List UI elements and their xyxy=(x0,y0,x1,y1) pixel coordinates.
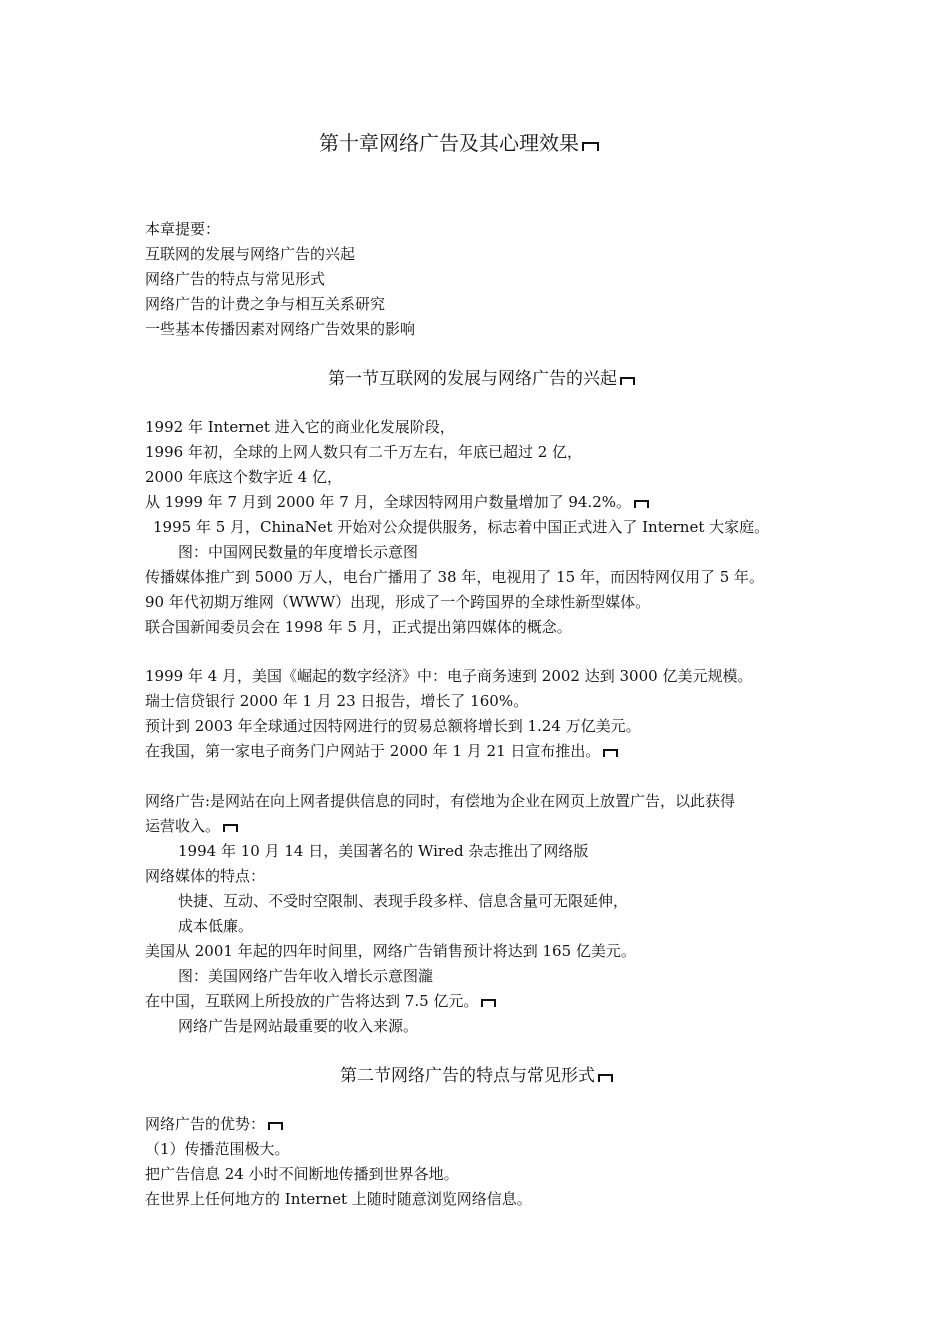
paragraph-line: 1999 年 4 月，美国《崛起的数字经济》中：电子商务速到 2002 达到 3000 亿美元规模。 xyxy=(145,667,753,685)
paragraph-line: 网络广告的优势： xyxy=(145,1114,283,1134)
summary-item: 网络广告的计费之争与相互关系研究 xyxy=(145,295,386,313)
paragraph-line: 90 年代初期万维网（WWW）出现，形成了一个跨国界的全球性新型媒体。 xyxy=(145,593,651,611)
return-mark-icon xyxy=(268,1122,283,1130)
paragraph-line: 瑞士信贷银行 2000 年 1 月 23 日报告，增长了 160%。 xyxy=(145,692,529,710)
paragraph-line: 运营收入。 xyxy=(145,816,238,836)
paragraph-line: 传播媒体推广到 5000 万人，电台广播用了 38 年，电视用了 15 年，而因特网仅用了 5 年。 xyxy=(145,568,765,586)
paragraph-line: 预计到 2003 年全球通过因特网进行的贸易总额将增长到 1.24 万亿美元。 xyxy=(145,717,641,735)
figure-caption: 图：中国网民数量的年度增长示意图 xyxy=(178,543,419,561)
summary-label: 本章提要： xyxy=(145,220,221,238)
paragraph-line: 网络媒体的特点： xyxy=(145,867,266,885)
paragraph-line: 把广告信息 24 小时不间断地传播到世界各地。 xyxy=(145,1165,459,1183)
paragraph-line: 在我国，第一家电子商务门户网站于 2000 年 1 月 21 日宣布推出。 xyxy=(145,741,618,761)
paragraph-line: 联合国新闻委员会在 1998 年 5 月，正式提出第四媒体的概念。 xyxy=(145,618,572,636)
summary-item: 一些基本传播因素对网络广告效果的影响 xyxy=(145,320,416,338)
paragraph-line: 1995 年 5 月，ChinaNet 开始对公众提供服务，标志着中国正式进入了 Internet 大家庭。 xyxy=(153,518,770,536)
paragraph-line: 1992 年 Internet 进入它的商业化发展阶段， xyxy=(145,418,455,436)
paragraph-line: 快捷、互动、不受时空限制、表现手段多样、信息含量可无限延伸， xyxy=(178,892,629,910)
return-mark-icon xyxy=(634,500,649,508)
section2-heading: 第二节网络广告的特点与常见形式 xyxy=(340,1065,613,1087)
summary-item: 网络广告的特点与常见形式 xyxy=(145,270,326,288)
return-mark-icon xyxy=(620,377,635,385)
return-mark-icon xyxy=(603,749,618,757)
paragraph-line: 美国从 2001 年起的四年时间里，网络广告销售预计将达到 165 亿美元。 xyxy=(145,942,636,960)
figure-caption: 图：美国网络广告年收入增长示意图瀧 xyxy=(178,967,434,985)
section1-heading: 第一节互联网的发展与网络广告的兴起 xyxy=(328,368,635,390)
summary-item: 互联网的发展与网络广告的兴起 xyxy=(145,245,356,263)
paragraph-line: 2000 年底这个数字近 4 亿， xyxy=(145,468,343,486)
paragraph-line: 网络广告是网站最重要的收入来源。 xyxy=(178,1017,419,1035)
chapter-title: 第十章网络广告及其心理效果 xyxy=(319,130,599,156)
return-mark-icon xyxy=(598,1074,613,1082)
paragraph-line: 1994 年 10 月 14 日，美国著名的 Wired 杂志推出了网络版 xyxy=(178,842,589,860)
paragraph-line: 成本低廉。 xyxy=(178,917,254,935)
return-mark-icon xyxy=(223,824,238,832)
paragraph-line: 1996 年初，全球的上网人数只有二千万左右，年底已超过 2 亿， xyxy=(145,443,583,461)
paragraph-line: （1）传播范围极大。 xyxy=(145,1140,290,1158)
return-mark-icon xyxy=(582,142,599,151)
paragraph-line: 在世界上任何地方的 Internet 上随时随意浏览网络信息。 xyxy=(145,1190,532,1208)
return-mark-icon xyxy=(481,999,496,1007)
paragraph-line: 在中国，互联网上所投放的广告将达到 7.5 亿元。 xyxy=(145,991,496,1011)
paragraph-line: 网络广告:是网站在向上网者提供信息的同时，有偿地为企业在网页上放置广告，以此获得 xyxy=(145,792,736,810)
paragraph-line: 从 1999 年 7 月到 2000 年 7 月，全球因特网用户数量增加了 94.2%。 xyxy=(145,492,649,512)
